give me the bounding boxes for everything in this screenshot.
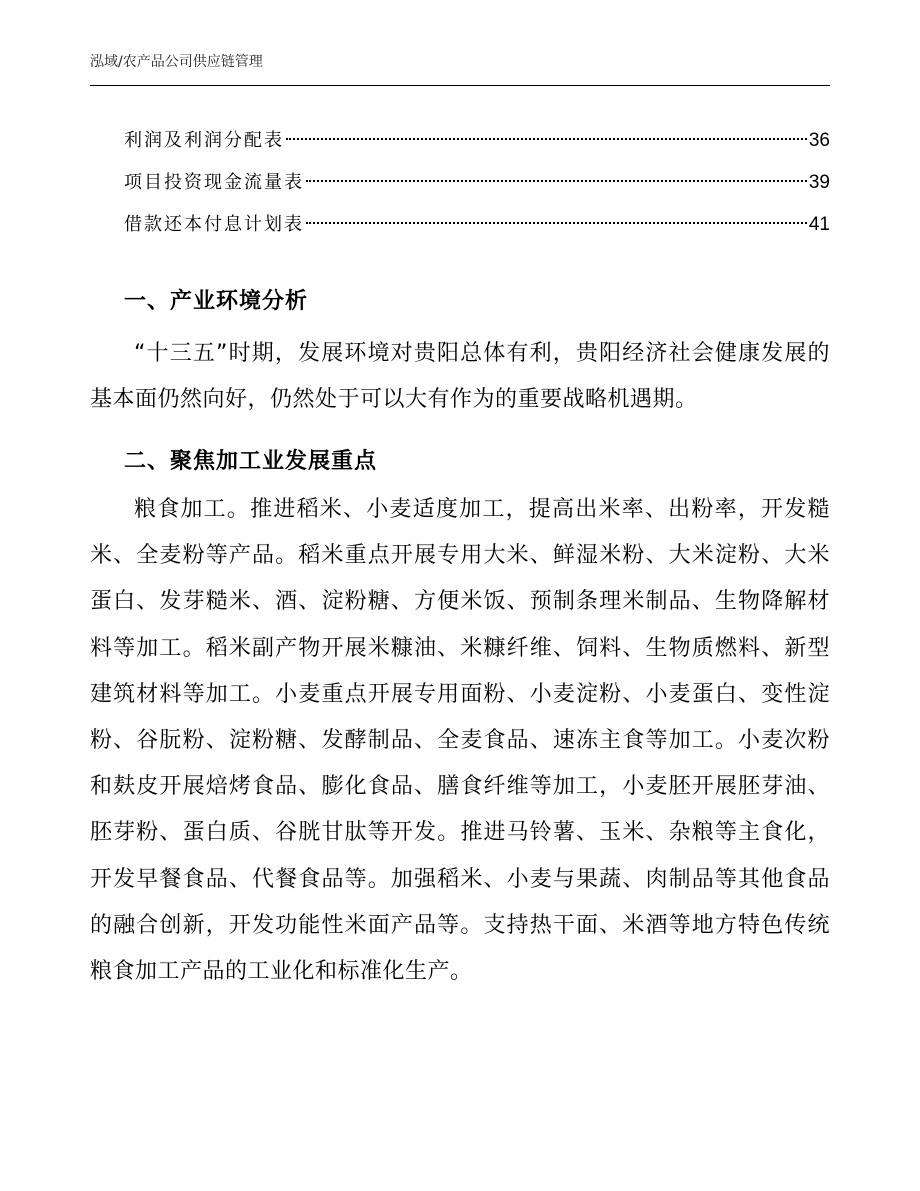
table-of-contents	[124, 120, 830, 246]
toc-leader-dots	[306, 180, 807, 182]
toc-entry[interactable]	[124, 162, 830, 204]
toc-entry-title: 项目投资现金流量表	[124, 172, 304, 193]
toc-entry-title: 借款还本付息计划表	[124, 214, 304, 235]
header-rule	[90, 85, 830, 86]
toc-leader-dots	[286, 138, 807, 140]
section-heading-processing-focus: 二、聚焦加工业发展重点	[124, 449, 378, 474]
toc-entry-page: 39	[808, 172, 830, 193]
toc-entry-page: 41	[808, 214, 830, 235]
toc-entry-page: 36	[808, 130, 830, 151]
section-paragraph-industry-environment: “十三五”时期，发展环境对贵阳总体有利，贵阳经济社会健康发展的基本面仍然向好，仍然处于可以大有作为的重要战略机遇期。	[90, 341, 830, 413]
toc-entry[interactable]	[124, 120, 830, 162]
section-heading-industry-environment: 一、产业环境分析	[124, 289, 309, 314]
toc-leader-dots	[306, 222, 807, 224]
section-paragraph-processing-focus: 粮食加工。推进稻米、小麦适度加工，提高出米率、出粉率，开发糙米、全麦粉等产品。稻米重点开展专用大米、鲜湿米粉、大米淀粉、大米蛋白、发芽糙米、酒、淀粉糖、方便米饭、预制条理米制品、生物降解材料等加工。稻米副产物开展米糠油、米糠纤维、饲料、生物质燃料、新型建筑材料等加工。小麦重点开展专用面粉、小麦淀粉、小麦蛋白、变性淀粉、谷朊粉、淀粉糖、发酵制品、全麦食品、速冻主食等加工。小麦次粉和麸皮开展焙烤食品、膨化食品、膳食纤维等加工，小麦胚开展胚芽油、胚芽粉、蛋白质、谷胱甘肽等开发。推进马铃薯、玉米、杂粮等主食化，开发早餐食品、代餐食品等。加强稻米、小麦与果蔬、肉制品等其他食品的融合创新，开发功能性米面产品等。支持热干面、米酒等地方特色传统粮食加工产品的工业化和标准化生产。	[90, 497, 830, 985]
toc-entry-title: 利润及利润分配表	[124, 130, 284, 151]
running-header: 泓域/农产品公司供应链管理	[90, 54, 263, 70]
toc-entry[interactable]	[124, 204, 830, 246]
